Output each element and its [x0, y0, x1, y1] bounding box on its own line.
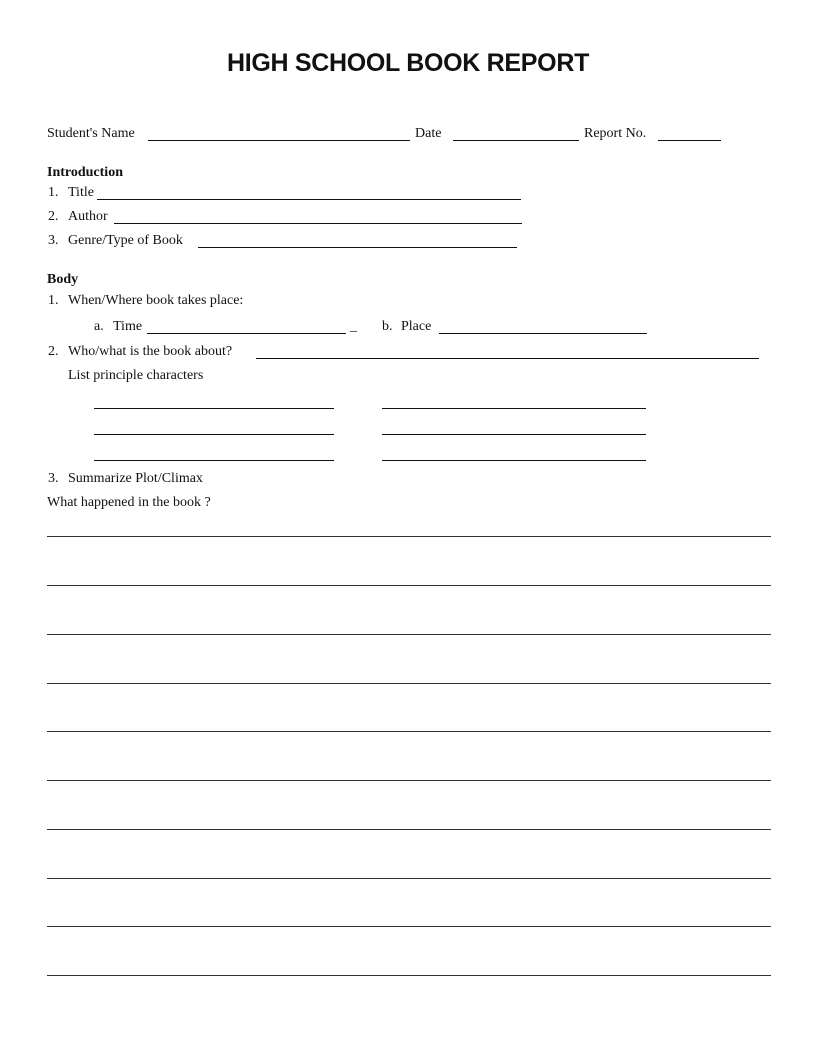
writing-line[interactable]: [47, 683, 771, 684]
place-field[interactable]: [439, 333, 647, 334]
characters-label: List principle characters: [68, 368, 204, 383]
place-label: Place: [401, 319, 432, 334]
character-field[interactable]: [94, 434, 334, 435]
character-field[interactable]: [382, 460, 646, 461]
body-item-number: 1.: [48, 293, 59, 308]
plot-label: Summarize Plot/Climax: [68, 471, 203, 486]
time-field[interactable]: [147, 333, 346, 334]
character-field[interactable]: [94, 460, 334, 461]
time-letter: a.: [94, 319, 104, 334]
page-title: HIGH SCHOOL BOOK REPORT: [226, 49, 590, 77]
report-no-label: Report No.: [584, 126, 647, 141]
writing-line[interactable]: [47, 926, 771, 927]
writing-line[interactable]: [47, 731, 771, 732]
intro-item-number: 3.: [48, 233, 59, 248]
report-no-field[interactable]: [658, 140, 721, 141]
title-label: Title: [68, 185, 94, 200]
who-what-field[interactable]: [256, 358, 759, 359]
writing-line[interactable]: [47, 829, 771, 830]
date-field[interactable]: [453, 140, 579, 141]
body-heading: Body: [47, 272, 79, 287]
intro-item-number: 1.: [48, 185, 59, 200]
student-name-label: Student's Name: [47, 126, 135, 141]
character-field[interactable]: [382, 434, 646, 435]
intro-item-number: 2.: [48, 209, 59, 224]
author-label: Author: [68, 209, 108, 224]
genre-label: Genre/Type of Book: [68, 233, 183, 248]
time-trailing-underscore: _: [350, 319, 357, 334]
writing-line[interactable]: [47, 585, 771, 586]
who-what-label: Who/what is the book about?: [68, 344, 233, 359]
genre-field[interactable]: [198, 247, 517, 248]
when-where-label: When/Where book takes place:: [68, 293, 244, 308]
writing-line[interactable]: [47, 975, 771, 976]
title-field[interactable]: [97, 199, 521, 200]
student-name-field[interactable]: [148, 140, 410, 141]
what-happened-label: What happened in the book ?: [47, 495, 211, 510]
date-label: Date: [415, 126, 442, 141]
character-field[interactable]: [382, 408, 646, 409]
place-letter: b.: [382, 319, 393, 334]
time-label: Time: [113, 319, 143, 334]
writing-line[interactable]: [47, 536, 771, 537]
body-item-number: 2.: [48, 344, 59, 359]
introduction-heading: Introduction: [47, 165, 123, 180]
author-field[interactable]: [114, 223, 522, 224]
writing-line[interactable]: [47, 780, 771, 781]
writing-line[interactable]: [47, 634, 771, 635]
character-field[interactable]: [94, 408, 334, 409]
body-item-number: 3.: [48, 471, 59, 486]
writing-line[interactable]: [47, 878, 771, 879]
